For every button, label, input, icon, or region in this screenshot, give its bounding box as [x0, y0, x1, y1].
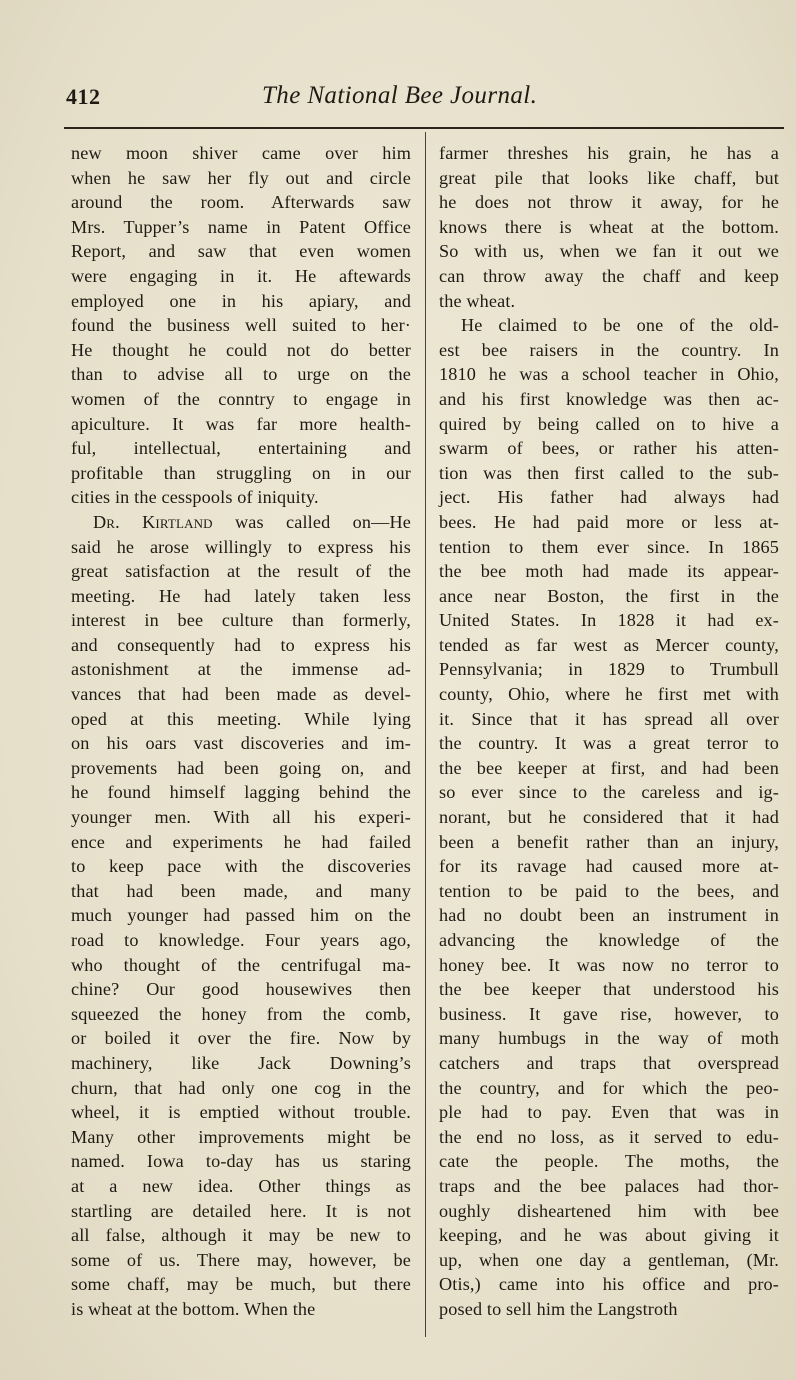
text-line: women of the conntry to engage in — [71, 388, 411, 409]
text-line: ple had to pay. Even that was in — [439, 1102, 779, 1123]
text-line: said he arose willingly to express his — [71, 536, 411, 557]
text-line: around the room. Afterwards saw — [71, 192, 411, 213]
text-line: ful, intellectual, entertaining and — [71, 438, 411, 459]
speaker-name: Dr. Kirtland — [93, 511, 213, 532]
text-line: employed one in his apiary, and — [71, 290, 411, 311]
text-line: norant, but he considered that it had — [439, 807, 779, 828]
left-column — [71, 141, 411, 1322]
text-line: Otis,) came into his office and pro- — [439, 1274, 779, 1295]
text-line: great satisfaction at the result of the — [71, 561, 411, 582]
text-line: when he saw her fly out and circle — [71, 167, 411, 188]
text-line: knows there is wheat at the bottom. — [439, 216, 779, 237]
text-line: traps and the bee palaces had thor- — [439, 1175, 779, 1196]
text-line: oughly disheartened him with bee — [439, 1200, 779, 1221]
text-line: were engaging in it. He aftewards — [71, 265, 411, 286]
text-line: Many other improvements might be — [71, 1126, 411, 1147]
text-line: posed to sell him the Langstroth — [439, 1298, 678, 1319]
text-line: quired by being called on to hive a — [439, 413, 779, 434]
text-line: honey bee. It was now no terror to — [439, 954, 779, 975]
text-line: tended as far west as Mercer county, — [439, 634, 779, 655]
text-line: Pennsylvania; in 1829 to Trumbull — [439, 659, 779, 680]
text-line: some chaff, may be much, but there — [71, 1274, 411, 1295]
text-line: or boiled it over the fire. Now by — [71, 1028, 411, 1049]
text-line: catchers and traps that overspread — [439, 1052, 779, 1073]
text-line: it. Since that it has spread all over — [439, 708, 779, 729]
text-line: much younger had passed him on the — [71, 905, 411, 926]
page-header — [66, 84, 776, 118]
text-line: the bee moth had made its appear- — [439, 561, 779, 582]
text-line: the wheat. — [439, 290, 516, 311]
text-line: Mrs. Tupper’s name in Patent Office — [71, 216, 411, 237]
text-line: the country, and for which the peo- — [439, 1077, 779, 1098]
column-divider — [425, 132, 426, 1337]
text-line: wheel, it is emptied without trouble. — [71, 1102, 411, 1123]
text-line: some of us. There may, however, be — [71, 1249, 411, 1270]
text-line: new moon shiver came over him — [71, 143, 411, 163]
text-line: profitable than struggling on in our — [71, 462, 411, 483]
text-line: the country. It was a great terror to — [439, 733, 779, 754]
text-line: who thought of the centrifugal ma- — [71, 954, 411, 975]
text-line: been a benefit rather than an injury, — [439, 831, 779, 852]
text-line: interest in bee culture than formerly, — [71, 610, 411, 631]
text-line: churn, that had only one cog in the — [71, 1077, 411, 1098]
text-line: advancing the knowledge of the — [439, 930, 779, 950]
text-line: Dr. Kirtland was called on—He — [93, 511, 411, 532]
text-line: 1810 he was a school teacher in Ohio, — [439, 364, 779, 385]
text-line: road to knowledge. Four years ago, — [71, 930, 411, 950]
text-line: ject. His father had always had — [439, 487, 779, 508]
right-column — [439, 141, 779, 1322]
text-line: than to advise all to urge on the — [71, 364, 411, 385]
text-line: United States. In 1828 it had ex- — [439, 610, 779, 631]
text-line: meeting. He had lately taken less — [71, 585, 411, 606]
text-line: for its ravage had caused more at- — [439, 856, 779, 877]
text-line: apiculture. It was far more health- — [71, 413, 411, 434]
text-line: keeping, and he was about giving it — [439, 1225, 779, 1246]
text-line: chine? Our good housewives then — [71, 979, 411, 1000]
text-line: great pile that looks like chaff, but — [439, 167, 779, 188]
text-line: tion was then first called to the sub- — [439, 462, 779, 483]
text-line: vances that had been made as devel- — [71, 684, 411, 705]
text-line: the end no loss, as it served to edu- — [439, 1126, 779, 1147]
text-line: astonishment at the immense ad- — [71, 659, 411, 680]
text-line: farmer threshes his grain, he has a — [439, 143, 779, 163]
header-rule — [64, 127, 784, 129]
text-line: oped at this meeting. While lying — [71, 708, 411, 729]
text-line: squeezed the honey from the comb, — [71, 1003, 411, 1024]
text-line: that had been made, and many — [71, 880, 411, 901]
text-line: is wheat at the bottom. When the — [71, 1298, 316, 1319]
journal-title: The National Bee Journal. — [262, 82, 538, 109]
text-line: found the business well suited to her· — [71, 315, 411, 336]
text-line: He thought he could not do better — [71, 339, 411, 360]
text-line: had no doubt been an instrument in — [439, 905, 779, 926]
text-line: Report, and saw that even women — [71, 241, 411, 262]
page-number: 412 — [66, 84, 101, 109]
text-line: cities in the cesspools of iniquity. — [71, 487, 319, 508]
text-line: to keep pace with the discoveries — [71, 856, 411, 877]
text-line: he found himself lagging behind the — [71, 782, 411, 803]
text-line: the bee keeper that understood his — [439, 979, 779, 1000]
text-line: business. It gave rise, however, to — [439, 1003, 779, 1024]
text-line: cate the people. The moths, the — [439, 1151, 779, 1172]
text-line: the bee keeper at first, and had been — [439, 757, 779, 778]
text-line: so ever since to the careless and ig- — [439, 782, 779, 803]
text-line: tention to be paid to the bees, and — [439, 880, 779, 901]
text-line: He claimed to be one of the old- — [461, 315, 779, 336]
text-line: county, Ohio, where he first met with — [439, 684, 779, 705]
text-line: ance near Boston, the first in the — [439, 585, 779, 606]
text-line: many humbugs in the way of moth — [439, 1028, 779, 1049]
text-line: named. Iowa to-day has us staring — [71, 1151, 411, 1172]
text-line: bees. He had paid more or less at- — [439, 511, 779, 532]
text-line: startling are detailed here. It is not — [71, 1200, 411, 1221]
text-line: and consequently had to express his — [71, 634, 411, 655]
text-line: and his first knowledge was then ac- — [439, 388, 779, 409]
text-line: all false, although it may be new to — [71, 1225, 411, 1246]
text-line: can throw away the chaff and keep — [439, 265, 779, 286]
text-line: he does not throw it away, for he — [439, 192, 779, 213]
text-line: tention to them ever since. In 1865 — [439, 536, 779, 557]
text-line: ence and experiments he had failed — [71, 831, 411, 852]
text-line: machinery, like Jack Downing’s — [71, 1052, 411, 1073]
text-line: provements had been going on, and — [71, 757, 411, 778]
text-line: on his oars vast discoveries and im- — [71, 733, 411, 754]
text-line: So with us, when we fan it out we — [439, 241, 779, 262]
text-line: swarm of bees, or rather his atten- — [439, 438, 779, 459]
text-line: at a new idea. Other things as — [71, 1175, 411, 1196]
text-line: est bee raisers in the country. In — [439, 339, 779, 360]
text-line: younger men. With all his experi- — [71, 807, 411, 828]
text-line: up, when one day a gentleman, (Mr. — [439, 1249, 779, 1270]
